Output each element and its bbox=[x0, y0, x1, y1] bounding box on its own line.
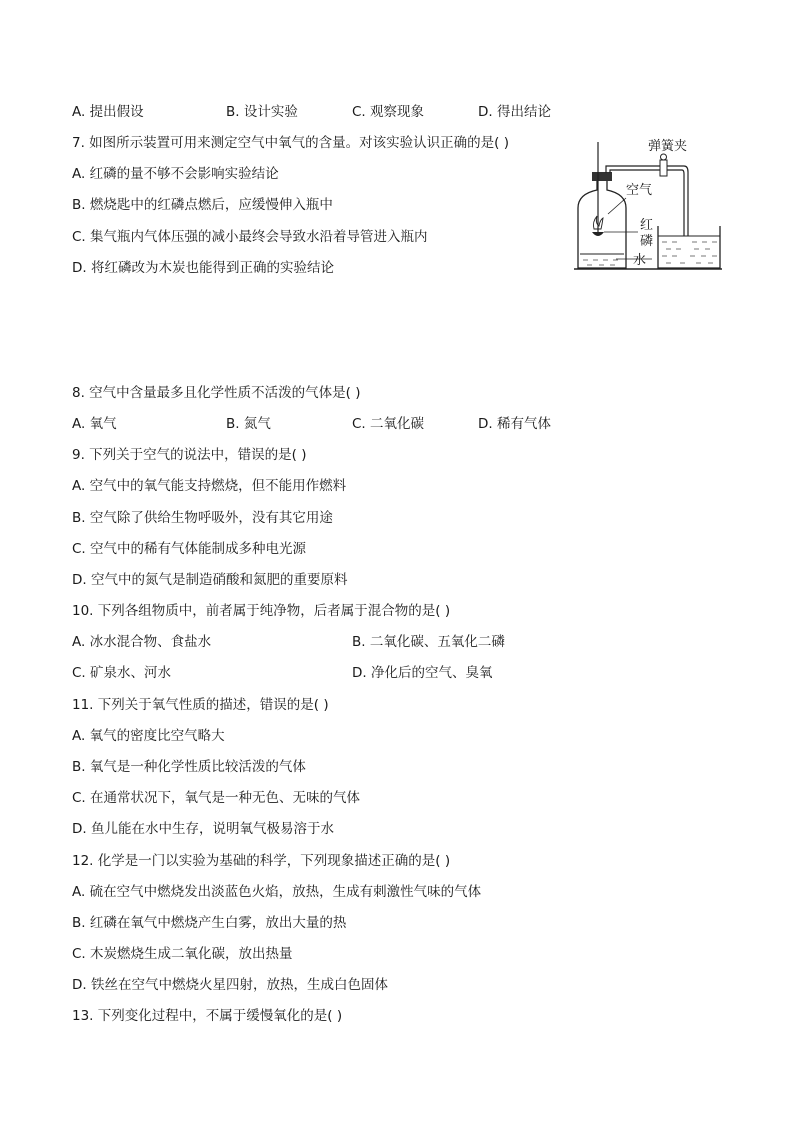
q10-options-row-1 bbox=[72, 633, 632, 651]
q8-option-b: B. 氮气 bbox=[226, 416, 271, 432]
q12-stem: 12. 化学是一门以实验为基础的科学，下列现象描述正确的是( ) bbox=[72, 853, 451, 869]
q11-option-a: A. 氧气的密度比空气略大 bbox=[72, 728, 225, 744]
q8-stem: 8. 空气中含量最多且化学性质不活泼的气体是( ) bbox=[72, 385, 361, 401]
beaker-water-hatch bbox=[662, 242, 717, 263]
q6-options bbox=[72, 103, 632, 121]
q7-stem: 7. 如图所示装置可用来测定空气中氧气的含量。对该实验认识正确的是( ) bbox=[72, 135, 509, 151]
q6-option-c: C. 观察现象 bbox=[352, 104, 425, 120]
spring-clip-knob bbox=[661, 154, 667, 160]
spring-clip bbox=[660, 160, 667, 176]
q11-option-b: B. 氧气是一种化学性质比较活泼的气体 bbox=[72, 759, 306, 775]
q10-option-a: A. 冰水混合物、食盐水 bbox=[72, 634, 212, 650]
q10-options-row-2 bbox=[72, 664, 632, 682]
q8-options bbox=[72, 415, 632, 433]
q6-option-b: B. 设计实验 bbox=[226, 104, 298, 120]
q6-option-a: A. 提出假设 bbox=[72, 104, 144, 120]
q12-option-d: D. 铁丝在空气中燃烧火星四射，放热，生成白色固体 bbox=[72, 977, 388, 993]
q7-option-c: C. 集气瓶内气体压强的减小最终会导致水沿着导管进入瓶内 bbox=[72, 229, 428, 245]
q9-option-d: D. 空气中的氮气是制造硝酸和氮肥的重要原料 bbox=[72, 572, 348, 588]
q12-option-a: A. 硫在空气中燃烧发出淡蓝色火焰，放热，生成有刺激性气味的气体 bbox=[72, 884, 482, 900]
q7-option-b: B. 燃烧匙中的红磷点燃后，应缓慢伸入瓶中 bbox=[72, 197, 333, 213]
q9-option-b: B. 空气除了供给生物呼吸外，没有其它用途 bbox=[72, 510, 333, 526]
label-water: 水 bbox=[633, 253, 647, 268]
q13-stem: 13. 下列变化过程中，不属于缓慢氧化的是( ) bbox=[72, 1008, 343, 1024]
q10-option-c: C. 矿泉水、河水 bbox=[72, 665, 172, 681]
q11-option-c: C. 在通常状况下，氧气是一种无色、无味的气体 bbox=[72, 790, 361, 806]
q8-option-d: D. 稀有气体 bbox=[478, 416, 551, 432]
label-spring-clip: 弹簧夹 bbox=[648, 139, 688, 154]
apparatus-figure bbox=[570, 128, 730, 274]
q10-stem: 10. 下列各组物质中，前者属于纯净物，后者属于混合物的是( ) bbox=[72, 603, 451, 619]
q9-stem: 9. 下列关于空气的说法中，错误的是( ) bbox=[72, 447, 307, 463]
q9-option-a: A. 空气中的氧气能支持燃烧，但不能用作燃料 bbox=[72, 478, 347, 494]
label-air: 空气 bbox=[626, 183, 653, 198]
label-red-phosphorus-2: 磷 bbox=[640, 234, 654, 249]
rubber-stopper bbox=[592, 172, 612, 181]
q11-option-d: D. 鱼儿能在水中生存，说明氧气极易溶于水 bbox=[72, 821, 334, 837]
beaker bbox=[658, 226, 720, 268]
air-pointer bbox=[608, 198, 626, 214]
q7-option-a: A. 红磷的量不够不会影响实验结论 bbox=[72, 166, 279, 182]
q9-option-c: C. 空气中的稀有气体能制成多种电光源 bbox=[72, 541, 307, 557]
label-red-phosphorus-1: 红 bbox=[640, 218, 654, 233]
q8-option-a: A. 氧气 bbox=[72, 416, 117, 432]
q12-option-c: C. 木炭燃烧生成二氧化碳，放出热量 bbox=[72, 946, 293, 962]
q11-stem: 11. 下列关于氧气性质的描述，错误的是( ) bbox=[72, 697, 329, 713]
q10-option-d: D. 净化后的空气、臭氧 bbox=[352, 665, 493, 681]
q10-option-b: B. 二氧化碳、五氧化二磷 bbox=[352, 634, 505, 650]
q12-option-b: B. 红磷在氧气中燃烧产生白雾，放出大量的热 bbox=[72, 915, 347, 931]
q6-option-d: D. 得出结论 bbox=[478, 104, 551, 120]
combustion-spoon bbox=[592, 232, 604, 236]
bottle-water-hatch bbox=[583, 260, 618, 265]
q8-option-c: C. 二氧化碳 bbox=[352, 416, 425, 432]
q7-option-d: D. 将红磷改为木炭也能得到正确的实验结论 bbox=[72, 260, 334, 276]
